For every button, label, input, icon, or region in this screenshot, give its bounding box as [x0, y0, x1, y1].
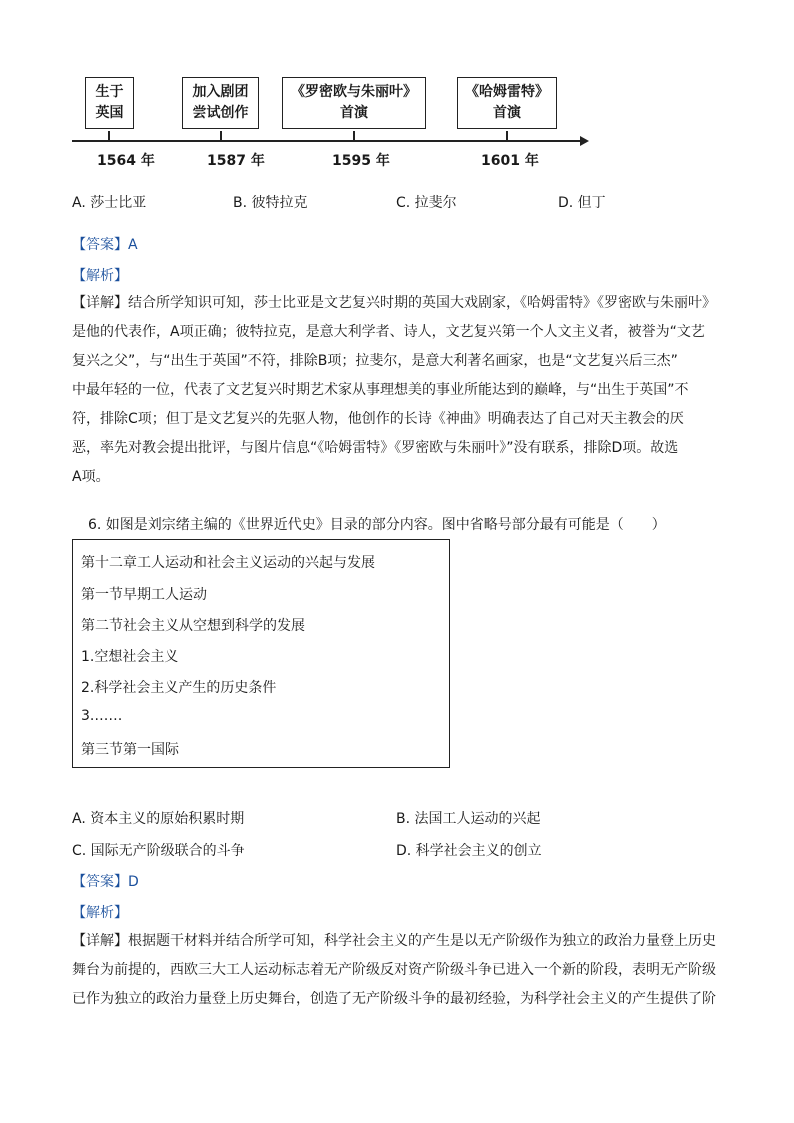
timeline-event-hamlet: 《哈姆雷特》 首演	[457, 77, 557, 129]
q6-detail-line: 【详解】根据题干材料并结合所学可知，科学社会主义的产生是以无产阶级作为独立的政治力量登上历史	[72, 933, 716, 949]
q5-detail-line: A项。	[72, 469, 110, 485]
toc-line: 2.科学社会主义产生的历史条件	[81, 680, 277, 696]
q6-option-b: B. 法国工人运动的兴起	[396, 811, 541, 827]
timeline-year: 1601 年	[481, 153, 539, 169]
q5-option-a: A. 莎士比亚	[72, 195, 147, 211]
q5-detail-line: 中最年轻的一位，代表了文艺复兴时期艺术家从事理想美的事业所能达到的巅峰，与“出生于英国”不	[72, 382, 689, 398]
q5-detail-line: 恶，率先对教会提出批评，与图片信息“《哈姆雷特》《罗密欧与朱丽叶》”没有联系，排除D项。故选	[72, 440, 679, 456]
q5-detail-line: 符，排除C项；但丁是文艺复兴的先驱人物，他创作的长诗《神曲》明确表达了自己对天主教会的厌	[72, 411, 684, 427]
q5-option-b: B. 彼特拉克	[233, 195, 308, 211]
timeline-event-troupe: 加入剧团 尝试创作	[182, 77, 259, 129]
toc-line: 1.空想社会主义	[81, 649, 179, 665]
timeline-year: 1587 年	[207, 153, 265, 169]
timeline-arrow-icon	[580, 136, 589, 146]
q5-detail-line: 【详解】结合所学知识可知，莎士比亚是文艺复兴时期的英国大戏剧家，《哈姆雷特》《罗密欧与朱丽叶》	[72, 295, 716, 311]
toc-line: 第十二章工人运动和社会主义运动的兴起与发展	[81, 555, 375, 571]
q5-detail-line: 是他的代表作，A项正确；彼特拉克，是意大利学者、诗人，文艺复兴第一个人文主义者，被誉为“文艺	[72, 324, 705, 340]
q5-option-d: D. 但丁	[558, 195, 606, 211]
q6-option-a: A. 资本主义的原始积累时期	[72, 811, 245, 827]
q6-detail	[72, 927, 722, 1014]
q5-option-c: C. 拉斐尔	[396, 195, 457, 211]
toc-line: 第一节早期工人运动	[81, 587, 207, 603]
q6-option-d: D. 科学社会主义的创立	[396, 843, 542, 859]
toc-line: 3.……	[81, 708, 123, 724]
toc-line: 第二节社会主义从空想到科学的发展	[81, 618, 305, 634]
q6-analysis-tag: 【解析】	[72, 905, 128, 921]
toc-line: 第三节第一国际	[81, 742, 179, 758]
q6-detail-line: 舞台为前提的，西欧三大工人运动标志着无产阶级反对资产阶级斗争已进入一个新的阶段，表明无产阶级	[72, 962, 716, 978]
q6-stem: 6. 如图是刘宗绪主编的《世界近代史》目录的部分内容。图中省略号部分最有可能是（ ）	[88, 517, 666, 533]
timeline-year: 1564 年	[97, 153, 155, 169]
q6-answer: 【答案】D	[72, 874, 139, 890]
timeline-year: 1595 年	[332, 153, 390, 169]
timeline-axis	[72, 140, 584, 142]
q5-detail	[72, 289, 722, 492]
q5-analysis-tag: 【解析】	[72, 268, 128, 284]
q6-detail-line: 已作为独立的政治力量登上历史舞台，创造了无产阶级斗争的最初经验，为科学社会主义的产生提供了阶	[72, 991, 716, 1007]
q5-detail-line: 复兴之父”，与“出生于英国”不符，排除B项；拉斐尔，是意大利著名画家，也是“文艺复兴后三杰”	[72, 353, 678, 369]
q5-answer: 【答案】A	[72, 237, 138, 253]
q6-toc-box	[72, 539, 450, 768]
timeline-event-romeo: 《罗密欧与朱丽叶》 首演	[282, 77, 426, 129]
timeline-event-birth: 生于 英国	[85, 77, 134, 129]
q6-option-c: C. 国际无产阶级联合的斗争	[72, 843, 245, 859]
